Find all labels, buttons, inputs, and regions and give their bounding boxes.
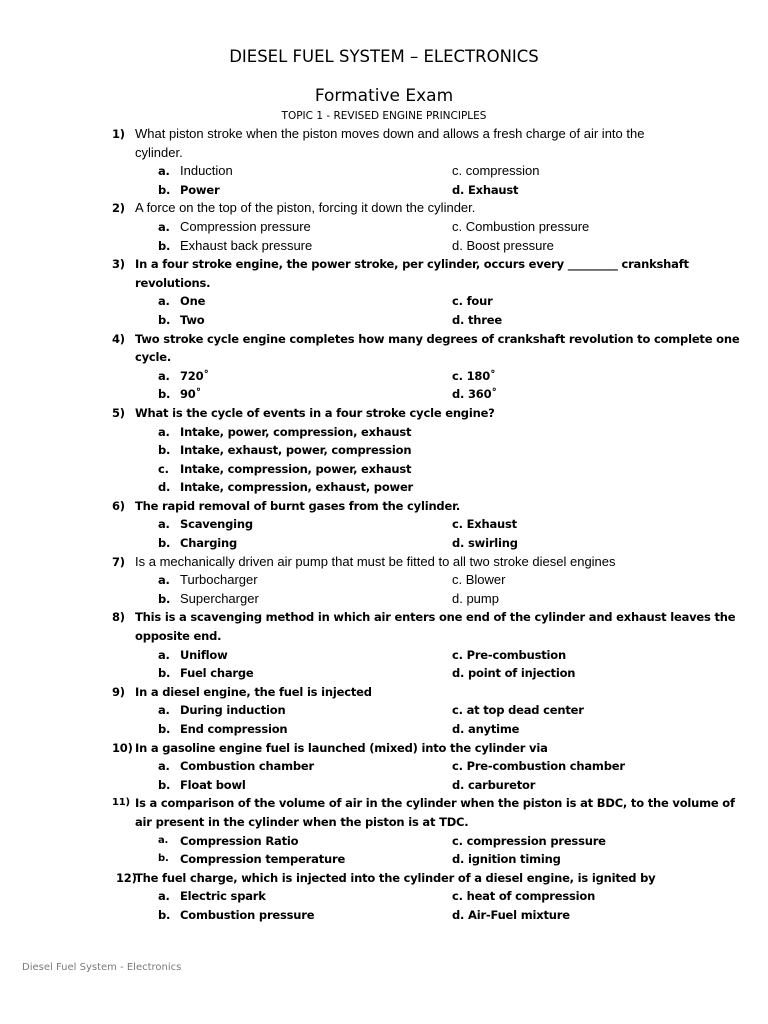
answer-option-right: d. Boost pressure bbox=[452, 237, 554, 253]
answer-row bbox=[0, 701, 768, 720]
answer-letter: d. bbox=[158, 480, 171, 495]
answer-option-right: d. carburetor bbox=[452, 777, 536, 792]
answer-letter: a. bbox=[158, 368, 170, 383]
answer-letter: c. bbox=[158, 461, 169, 476]
question-number: 11) bbox=[112, 797, 130, 809]
answer-letter: a. bbox=[158, 573, 170, 588]
answer-row bbox=[0, 571, 768, 590]
answer-option-right: c. Blower bbox=[452, 572, 506, 588]
answer-letter: b. bbox=[158, 722, 171, 736]
answer-letter: b. bbox=[158, 666, 171, 681]
question-line bbox=[0, 497, 768, 516]
question-line bbox=[0, 608, 768, 627]
answer-option-left: Electric spark bbox=[180, 889, 266, 904]
answer-option-right: c. Pre-combustion bbox=[452, 647, 566, 662]
question-line bbox=[0, 404, 768, 423]
answer-option-right: c. 180˚ bbox=[452, 368, 496, 383]
answer-option-left: End compression bbox=[180, 722, 288, 736]
answer-row bbox=[0, 646, 768, 665]
answer-letter: a. bbox=[158, 759, 170, 774]
question-text: Two stroke cycle engine completes how many degrees of crankshaft revolution to complete one bbox=[135, 331, 740, 346]
answer-option-left: Compression temperature bbox=[180, 852, 346, 867]
question-line bbox=[0, 255, 768, 274]
answer-letter: b. bbox=[158, 907, 171, 922]
answer-option-left: Uniflow bbox=[180, 647, 228, 662]
answer-option-right: c. heat of compression bbox=[452, 889, 596, 904]
answer-option-left: 90˚ bbox=[180, 387, 202, 402]
answer-row bbox=[0, 181, 768, 200]
question-number: 9) bbox=[112, 684, 125, 699]
answer-option-left: Combustion chamber bbox=[180, 759, 314, 774]
question-number: 12) bbox=[116, 870, 137, 885]
answer-row bbox=[0, 720, 768, 739]
answer-row bbox=[0, 850, 768, 869]
question-text: The rapid removal of burnt gases from the cylinder. bbox=[135, 498, 461, 513]
answer-option-right: d. Exhaust bbox=[452, 182, 519, 197]
answer-row bbox=[0, 515, 768, 534]
answer-option-left: During induction bbox=[180, 703, 286, 718]
answer-row bbox=[0, 460, 768, 479]
question-line bbox=[0, 199, 768, 218]
answer-option-left: Compression pressure bbox=[180, 218, 311, 234]
answer-letter: a. bbox=[158, 517, 170, 532]
answer-row bbox=[0, 887, 768, 906]
answer-row bbox=[0, 664, 768, 683]
answer-letter: b. bbox=[158, 387, 171, 402]
answer-option-right: c. Combustion pressure bbox=[452, 218, 590, 234]
question-line bbox=[0, 125, 768, 144]
answer-letter: b. bbox=[158, 312, 171, 327]
answer-letter: a. bbox=[158, 834, 169, 846]
answer-letter: b. bbox=[158, 443, 171, 458]
answer-option-left: Turbocharger bbox=[180, 572, 258, 588]
question-line bbox=[0, 683, 768, 702]
answer-option-right: c. four bbox=[452, 294, 493, 309]
answer-letter: b. bbox=[158, 853, 169, 865]
answer-option-right: d. Air-Fuel mixture bbox=[452, 907, 570, 922]
question-line bbox=[0, 813, 768, 832]
question-number: 10) bbox=[112, 740, 133, 755]
question-text: This is a scavenging method in which air enters one end of the cylinder and exhaust leaves the bbox=[135, 610, 736, 625]
question-text: air present in the cylinder when the piston is at TDC. bbox=[135, 814, 469, 829]
answer-row bbox=[0, 590, 768, 609]
question-number: 4) bbox=[112, 331, 125, 346]
question-list bbox=[0, 125, 768, 925]
answer-option-right: d. swirling bbox=[452, 536, 518, 551]
question-text: What is the cycle of events in a four stroke cycle engine? bbox=[135, 405, 495, 420]
answer-letter: b. bbox=[158, 777, 171, 792]
document-title: DIESEL FUEL SYSTEM – ELECTRONICS bbox=[229, 47, 539, 66]
answer-option-left: Fuel charge bbox=[180, 666, 254, 681]
question-text: In a diesel engine, the fuel is injected bbox=[135, 684, 372, 699]
answer-letter: a. bbox=[158, 889, 170, 904]
question-number: 2) bbox=[112, 201, 125, 216]
topic-heading: TOPIC 1 - REVISED ENGINE PRINCIPLES bbox=[281, 110, 487, 122]
page-footer: Diesel Fuel System - Electronics bbox=[22, 962, 182, 973]
answer-row bbox=[0, 218, 768, 237]
answer-option-right: d. 360˚ bbox=[452, 387, 497, 402]
answer-row bbox=[0, 906, 768, 925]
answer-row bbox=[0, 441, 768, 460]
question-text: revolutions. bbox=[135, 275, 211, 290]
answer-row bbox=[0, 776, 768, 795]
question-line bbox=[0, 348, 768, 367]
answer-option-right: d. ignition timing bbox=[452, 852, 561, 867]
question-text: In a gasoline engine fuel is launched (mixed) into the cylinder via bbox=[135, 740, 548, 755]
answer-option-left: Intake, exhaust, power, compression bbox=[180, 443, 412, 458]
answer-letter: b. bbox=[158, 182, 171, 197]
question-text: Is a comparison of the volume of air in the cylinder when the piston is at BDC, to the volume of bbox=[135, 796, 735, 811]
question-text: The fuel charge, which is injected into the cylinder of a diesel engine, is ignited by bbox=[135, 870, 656, 885]
answer-option-left: Supercharger bbox=[180, 590, 259, 606]
answer-row bbox=[0, 534, 768, 553]
answer-letter: b. bbox=[158, 536, 171, 551]
answer-letter: a. bbox=[158, 294, 170, 309]
question-line bbox=[0, 627, 768, 646]
question-text: In a four stroke engine, the power stroke, per cylinder, occurs every _________ crankshaft bbox=[135, 257, 689, 272]
answer-option-left: Compression Ratio bbox=[180, 833, 299, 848]
answer-row bbox=[0, 423, 768, 442]
question-line bbox=[0, 794, 768, 813]
document-subtitle: Formative Exam bbox=[314, 86, 454, 106]
answer-letter: b. bbox=[158, 238, 171, 253]
answer-row bbox=[0, 237, 768, 256]
answer-option-left: Exhaust back pressure bbox=[180, 237, 313, 253]
question-line bbox=[0, 739, 768, 758]
answer-row bbox=[0, 478, 768, 497]
answer-row bbox=[0, 292, 768, 311]
question-number: 6) bbox=[112, 498, 125, 513]
answer-option-left: Induction bbox=[180, 163, 233, 179]
answer-option-right: d. pump bbox=[452, 590, 499, 606]
answer-option-right: c. Exhaust bbox=[452, 517, 517, 532]
question-text: opposite end. bbox=[135, 629, 222, 644]
question-number: 5) bbox=[112, 405, 125, 420]
answer-option-left: Float bowl bbox=[180, 777, 246, 792]
question-text: Is a mechanically driven air pump that must be fitted to all two stroke diesel engines bbox=[135, 553, 616, 569]
answer-option-left: Intake, compression, power, exhaust bbox=[180, 461, 412, 476]
answer-option-right: c. at top dead center bbox=[452, 703, 584, 718]
question-line bbox=[0, 274, 768, 293]
answer-option-left: Combustion pressure bbox=[180, 907, 315, 922]
question-number: 8) bbox=[112, 610, 125, 625]
answer-letter: a. bbox=[158, 424, 170, 439]
question-number: 1) bbox=[112, 127, 125, 141]
answer-row bbox=[0, 757, 768, 776]
question-number: 3) bbox=[112, 257, 125, 272]
answer-row bbox=[0, 832, 768, 851]
answer-option-right: d. anytime bbox=[452, 722, 520, 736]
answer-row bbox=[0, 385, 768, 404]
answer-option-left: Power bbox=[180, 182, 220, 197]
question-line bbox=[0, 144, 768, 163]
answer-option-left: One bbox=[180, 294, 206, 309]
answer-letter: a. bbox=[158, 647, 170, 662]
question-number: 7) bbox=[112, 554, 125, 569]
answer-option-left: 720˚ bbox=[180, 368, 209, 383]
answer-row bbox=[0, 367, 768, 386]
question-text: cycle. bbox=[135, 350, 172, 365]
answer-option-left: Intake, compression, exhaust, power bbox=[180, 480, 414, 495]
answer-row bbox=[0, 162, 768, 181]
question-text: A force on the top of the piston, forcing it down the cylinder. bbox=[135, 200, 476, 216]
answer-option-left: Two bbox=[180, 312, 205, 327]
question-line bbox=[0, 869, 768, 888]
answer-row bbox=[0, 311, 768, 330]
answer-option-right: c. compression pressure bbox=[452, 833, 606, 848]
answer-option-right: d. three bbox=[452, 312, 502, 327]
answer-option-left: Scavenging bbox=[180, 517, 253, 532]
answer-option-right: d. point of injection bbox=[452, 666, 576, 681]
question-text: What piston stroke when the piston moves down and allows a fresh charge of air into the bbox=[135, 126, 645, 141]
answer-letter: a. bbox=[158, 164, 170, 179]
answer-option-left: Charging bbox=[180, 536, 238, 551]
question-text: cylinder. bbox=[135, 144, 183, 160]
answer-letter: b. bbox=[158, 591, 171, 606]
answer-option-right: c. Pre-combustion chamber bbox=[452, 759, 625, 774]
answer-option-right: c. compression bbox=[452, 163, 540, 179]
question-line bbox=[0, 553, 768, 572]
question-line bbox=[0, 330, 768, 349]
answer-letter: a. bbox=[158, 219, 170, 234]
answer-letter: a. bbox=[158, 703, 170, 718]
answer-option-left: Intake, power, compression, exhaust bbox=[180, 424, 412, 439]
